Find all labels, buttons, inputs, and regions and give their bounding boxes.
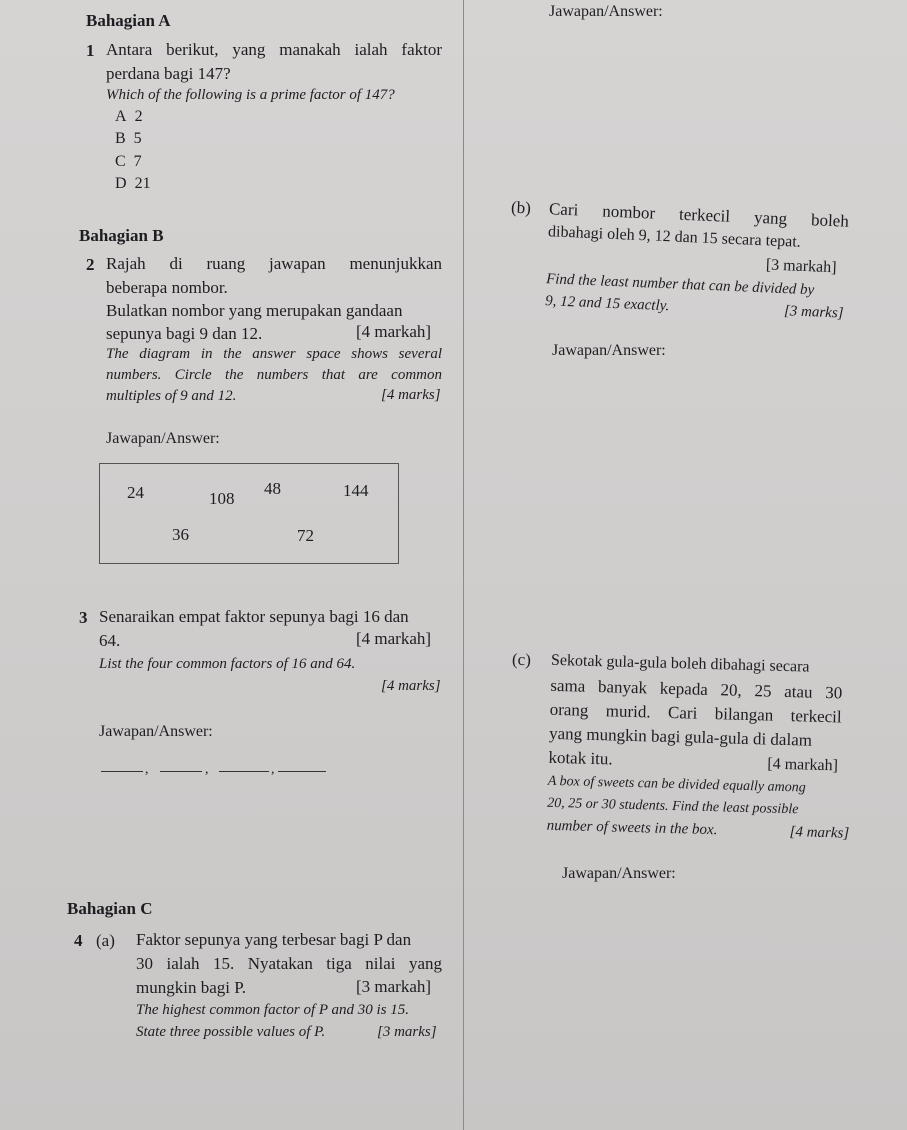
q4c-malay-line4: yang mungkin bagi gula-gula di dalam bbox=[548, 723, 813, 750]
blank-separator: , bbox=[271, 762, 275, 777]
option-value: 21 bbox=[134, 175, 151, 192]
q2-marks-english: [4 marks] bbox=[381, 387, 441, 403]
number-72[interactable]: 72 bbox=[297, 526, 314, 545]
q4c-english-line2: 20, 25 or 30 students. Find the least possible bbox=[547, 795, 799, 818]
q4b-malay-line1: Cari nombor terkecil yang boleh bbox=[548, 199, 850, 231]
q2-english-line1: The diagram in the answer space shows several bbox=[106, 346, 442, 362]
q3-english: List the four common factors of 16 and 64. bbox=[99, 656, 356, 672]
q2-marks-malay: [4 markah] bbox=[356, 322, 432, 341]
q4b-english-line2: 9, 12 and 15 exactly. bbox=[544, 293, 670, 315]
q4c-marks-malay: [4 markah] bbox=[767, 755, 839, 775]
blank-separator: , bbox=[205, 762, 209, 777]
q4a-english-line2: State three possible values of P. bbox=[136, 1024, 326, 1040]
q2-malay-line3: Bulatkan nombor yang merupakan gandaan bbox=[106, 301, 403, 320]
q1-malay-line2: perdana bagi 147? bbox=[106, 64, 231, 83]
section-c-heading: Bahagian C bbox=[67, 899, 153, 918]
q2-english-line2: numbers. Circle the numbers that are common bbox=[106, 367, 442, 383]
q3-answer-blank-1[interactable] bbox=[101, 771, 143, 772]
option-letter: C bbox=[115, 153, 126, 170]
q4b-answer-label: Jawapan/Answer: bbox=[552, 342, 666, 359]
q3-marks-malay: [4 markah] bbox=[356, 629, 432, 648]
section-a-heading: Bahagian A bbox=[86, 11, 171, 30]
q4a-marks-english: [3 marks] bbox=[377, 1024, 437, 1040]
number-144[interactable]: 144 bbox=[343, 481, 369, 500]
option-letter: D bbox=[115, 175, 127, 192]
q4c-marks-english: [4 marks] bbox=[789, 824, 850, 842]
q1-option-a bbox=[115, 108, 143, 126]
q4a-malay-line2: 30 ialah 15. Nyatakan tiga nilai yang bbox=[136, 954, 442, 973]
q3-malay-line2: 64. bbox=[99, 631, 121, 650]
q4b-marks-english: [3 marks] bbox=[783, 303, 844, 322]
q4a-english-line1: The highest common factor of P and 30 is 15. bbox=[136, 1002, 410, 1018]
q3-number: 3 bbox=[79, 608, 88, 627]
q4a-malay-line1: Faktor sepunya yang terbesar bagi P dan bbox=[136, 930, 412, 949]
q3-answer-blank-3[interactable] bbox=[219, 771, 269, 772]
option-value: 7 bbox=[133, 153, 142, 170]
q3-answer-label-text: Jawapan/Answer: bbox=[99, 723, 213, 740]
section-b-heading: Bahagian B bbox=[79, 226, 164, 245]
column-divider bbox=[463, 0, 464, 1130]
q4c-part-label: (c) bbox=[511, 649, 532, 670]
option-value: 2 bbox=[134, 108, 143, 125]
q2-malay-line2: beberapa nombor. bbox=[106, 278, 228, 297]
q4b-malay-line2: dibahagi oleh 9, 12 dan 15 secara tepat. bbox=[547, 223, 802, 251]
q4a-malay-line3: mungkin bagi P. bbox=[136, 978, 247, 997]
q1-option-c bbox=[115, 153, 142, 171]
q1-option-b bbox=[115, 130, 142, 148]
q4b-marks-malay: [3 markah] bbox=[765, 256, 837, 277]
answer-label-top: Jawapan/Answer: bbox=[549, 3, 663, 20]
number-48[interactable]: 48 bbox=[264, 479, 281, 498]
q4c-english-line3: number of sweets in the box. bbox=[546, 817, 718, 839]
q4c-malay-line1: Sekotak gula-gula boleh dibahagi secara bbox=[550, 651, 810, 676]
q4c-answer-label: Jawapan/Answer: bbox=[562, 865, 676, 882]
q1-english: Which of the following is a prime factor of 147? bbox=[106, 87, 395, 103]
q4b-english-line1: Find the least number that can be divided by bbox=[545, 271, 815, 299]
number-108[interactable]: 108 bbox=[209, 489, 235, 508]
q1-malay-line1: Antara berikut, yang manakah ialah faktor bbox=[106, 40, 442, 59]
blank-separator: , bbox=[145, 762, 149, 777]
number-24[interactable]: 24 bbox=[127, 483, 144, 502]
q3-answer-blank-2[interactable] bbox=[160, 771, 202, 772]
q2-number-diagram bbox=[99, 463, 399, 564]
option-letter: B bbox=[115, 130, 126, 147]
q2-malay-line1: Rajah di ruang jawapan menunjukkan bbox=[106, 254, 442, 273]
q1-number: 1 bbox=[86, 41, 95, 60]
q4a-marks-malay: [3 markah] bbox=[356, 977, 432, 996]
q2-english-line3: multiples of 9 and 12. bbox=[106, 388, 237, 404]
q4-number: 4 bbox=[74, 931, 83, 950]
q3-marks-english: [4 marks] bbox=[381, 678, 441, 694]
q3-answer-blank-4[interactable] bbox=[278, 771, 326, 772]
q3-answer-label bbox=[99, 723, 213, 741]
option-value: 5 bbox=[133, 130, 142, 147]
q4c-malay-line2: sama banyak kepada 20, 25 atau 30 bbox=[550, 675, 843, 703]
q2-answer-label bbox=[106, 430, 220, 448]
q3-malay-line1: Senaraikan empat faktor sepunya bagi 16 dan bbox=[99, 607, 409, 626]
q2-number: 2 bbox=[86, 255, 95, 274]
q4a-part-label: (a) bbox=[96, 931, 115, 950]
q1-option-d bbox=[115, 175, 151, 193]
q4c-english-line1: A box of sweets can be divided equally among bbox=[547, 773, 806, 796]
q4c-malay-line5: kotak itu. bbox=[548, 747, 613, 769]
number-36[interactable]: 36 bbox=[172, 525, 189, 544]
q2-answer-label-text: Jawapan/Answer: bbox=[106, 430, 220, 447]
q4c-malay-line3: orang murid. Cari bilangan terkecil bbox=[549, 699, 842, 727]
q4b-part-label: (b) bbox=[510, 197, 532, 218]
option-letter: A bbox=[115, 108, 127, 125]
q2-malay-line4: sepunya bagi 9 dan 12. bbox=[106, 324, 263, 343]
